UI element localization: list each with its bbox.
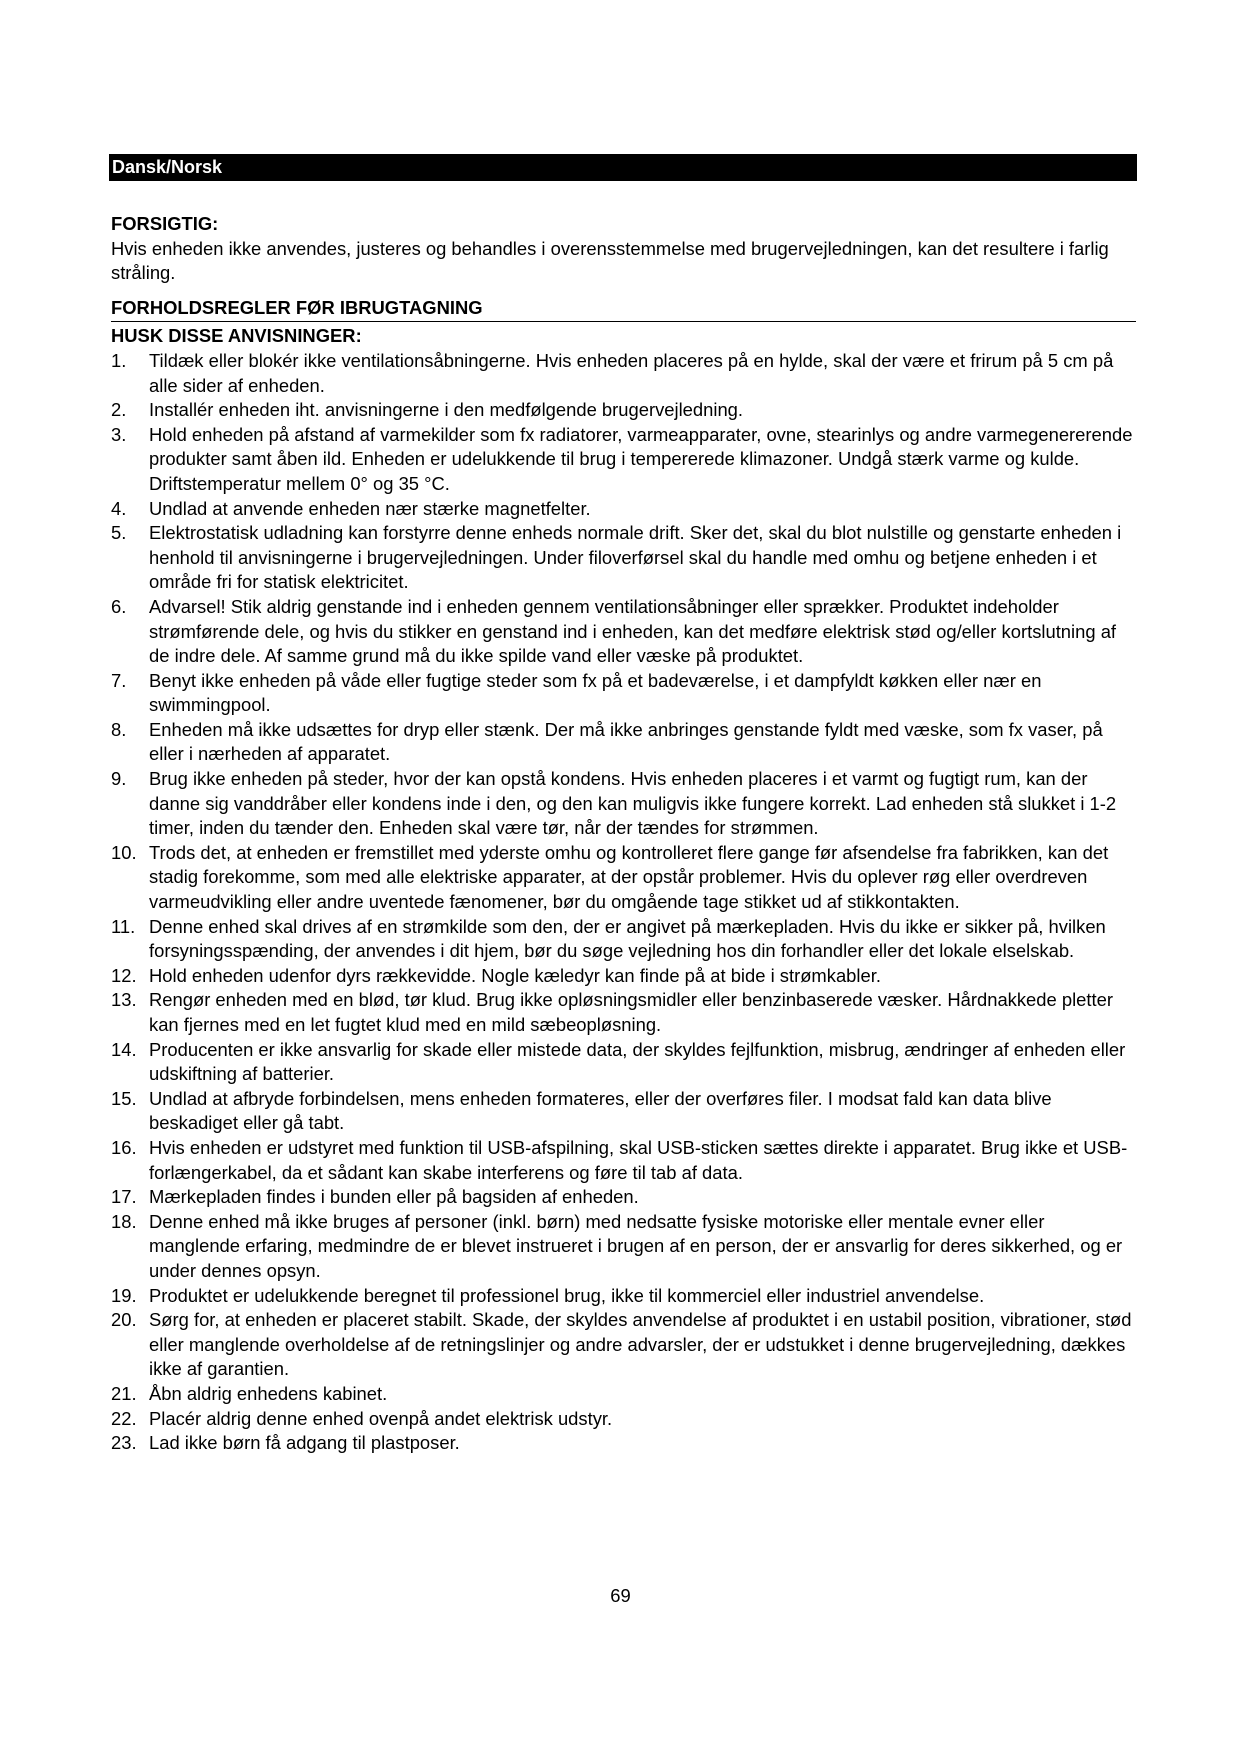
list-item-text: Lad ikke børn få adgang til plastposer. <box>149 1432 460 1454</box>
caution-text: Hvis enheden ikke anvendes, justeres og behandles i overensstemmelse med brugervejledningen, kan det resultere i farlig stråling. <box>111 237 1109 284</box>
instruction-list <box>111 349 1136 1456</box>
list-item-text: Rengør enheden med en blød, tør klud. Brug ikke opløsningsmidler eller benzinbaserede væsker. Hårdnakkede pletter kan fjernes med en let fugtet klud med en mild sæbeopløsning. <box>149 989 1113 1035</box>
list-item <box>111 1038 1136 1087</box>
list-item-number: 18. <box>111 1210 137 1232</box>
list-item-text: Mærkepladen findes i bunden eller på bagsiden af enheden. <box>149 1186 639 1208</box>
list-item <box>111 1136 1136 1185</box>
list-item <box>111 1382 1136 1407</box>
list-item <box>111 841 1136 915</box>
list-item <box>111 349 1136 398</box>
list-item-number: 8. <box>111 718 127 740</box>
list-item <box>111 915 1136 964</box>
list-item-number: 20. <box>111 1309 137 1331</box>
list-item-number: 5. <box>111 522 127 544</box>
list-item-number: 7. <box>111 669 127 691</box>
list-item-text: Enheden må ikke udsættes for dryp eller stænk. Der må ikke anbringes genstande fyldt med væske, som fx vaser, på eller i nærheden af apparatet. <box>149 718 1103 765</box>
list-item-text: Elektrostatisk udladning kan forstyrre denne enheds normale drift. Sker det, skal du blot nulstille og genstarte enheden i henhold til anvisningerne i brugervejledningen. Under filoverførsel skal du handle med omhu og betjene enheden i et område fri for statisk elektricitet. <box>149 522 1122 593</box>
list-item <box>111 423 1136 497</box>
list-item-text: Åbn aldrig enhedens kabinet. <box>149 1382 388 1404</box>
list-item <box>111 964 1136 989</box>
list-item <box>111 1407 1136 1432</box>
list-item-number: 9. <box>111 768 127 790</box>
list-item-number: 17. <box>111 1186 137 1208</box>
list-item <box>111 1284 1136 1309</box>
list-item <box>111 398 1136 423</box>
list-item-number: 12. <box>111 964 137 986</box>
document-content <box>111 212 1136 1456</box>
list-item-text: Installér enheden iht. anvisningerne i den medfølgende brugervejledning. <box>149 399 744 421</box>
list-item-text: Sørg for, at enheden er placeret stabilt. Skade, der skyldes anvendelse af produktet i en ustabil position, vibrationer, stød eller manglende overholdelse af de retningslinjer og andre advarsler, der er udstukket i denne brugervejledning, dækkes ikke af garantien. <box>149 1309 1132 1380</box>
list-item-number: 3. <box>111 423 127 445</box>
list-item-text: Tildæk eller blokér ikke ventilationsåbningerne. Hvis enheden placeres på en hylde, skal der være et frirum på 5 cm på alle sider af enheden. <box>149 349 1114 396</box>
list-item-number: 14. <box>111 1038 137 1060</box>
list-item-text: Trods det, at enheden er fremstillet med yderste omhu og kontrolleret flere gange før afsendelse fra fabrikken, kan det stadig forekomme, som med alle elektriske apparater, at der opstår problemer. Hvis du oplever røg eller overdreven varmeudvikling eller andre uventede fænomener, bør du omgående tage stikket ud af stikkontakten. <box>149 841 1109 913</box>
list-item-text: Produktet er udelukkende beregnet til professionel brug, ikke til kommerciel eller industriel anvendelse. <box>149 1284 985 1306</box>
list-item-text: Brug ikke enheden på steder, hvor der kan opstå kondens. Hvis enheden placeres i et varmt og fugtigt rum, kan der danne sig vanddråber eller kondens inde i den, og den kan muligvis ikke fungere korrekt. Lad enheden stå slukket i 1-2 timer, inden du tænder den. Enheden skal være tør, når der tændes for strømmen. <box>149 768 1117 839</box>
list-item <box>111 1185 1136 1210</box>
list-item-text: Denne enhed må ikke bruges af personer (inkl. børn) med nedsatte fysiske motoriske eller mentale evner eller manglende erfaring, medmindre de er blevet instrueret i brugen af en person, der er ansvarlig for deres sikkerhed, og er under dennes opsyn. <box>149 1210 1123 1281</box>
list-item-text: Hvis enheden er udstyret med funktion til USB-afspilning, skal USB-sticken sættes direkte i apparatet. Brug ikke et USB-forlængerkabel, da et sådant kan skabe interferens og føre til tab af data. <box>149 1136 1128 1183</box>
list-item-number: 23. <box>111 1432 137 1454</box>
list-item-text: Hold enheden på afstand af varmekilder som fx radiatorer, varmeapparater, ovne, stearinlys og andre varmegenererende produkter samt åben ild. Enheden er udelukkende til brug i tempererede klimazoner. Undgå stærk varme og kulde. Driftstemperatur mellem 0° og 35 °C. <box>149 423 1133 494</box>
list-item <box>111 1308 1136 1382</box>
list-item-number: 21. <box>111 1382 137 1404</box>
list-item-number: 6. <box>111 595 127 617</box>
list-item <box>111 1210 1136 1284</box>
list-item <box>111 595 1136 669</box>
list-item-number: 11. <box>111 915 136 937</box>
sub-title: HUSK DISSE ANVISNINGER: <box>111 325 362 347</box>
list-item-number: 16. <box>111 1136 137 1158</box>
list-item-text: Benyt ikke enheden på våde eller fugtige steder som fx på et badeværelse, i et dampfyldt køkken eller nær en swimmingpool. <box>149 669 1042 716</box>
list-item <box>111 669 1136 718</box>
list-item <box>111 497 1136 522</box>
list-item-number: 4. <box>111 497 127 519</box>
list-item <box>111 1087 1136 1136</box>
list-item-number: 19. <box>111 1284 137 1306</box>
section-title: FORHOLDSREGLER FØR IBRUGTAGNING <box>111 296 1136 323</box>
list-item-number: 15. <box>111 1087 137 1109</box>
list-item-number: 10. <box>111 841 137 863</box>
list-item <box>111 1431 1136 1456</box>
list-item-text: Hold enheden udenfor dyrs rækkevidde. Nogle kæledyr kan finde på at bide i strømkabler. <box>149 964 881 986</box>
list-item-text: Undlad at afbryde forbindelsen, mens enheden formateres, eller der overføres filer. I modsat fald kan data blive beskadiget eller gå tabt. <box>149 1087 1052 1134</box>
list-item-text: Advarsel! Stik aldrig genstande ind i enheden gennem ventilationsåbninger eller sprækker. Produktet indeholder strømførende dele, og hvis du stikker en genstand ind i enheden, kan det medføre elektrisk stød og/eller kortslutning af de indre dele. Af samme grund må du ikke spilde vand eller væske på produktet. <box>149 595 1117 667</box>
list-item <box>111 718 1136 767</box>
list-item-text: Undlad at anvende enheden nær stærke magnetfelter. <box>149 497 591 519</box>
page-number: 69 <box>610 1585 631 1606</box>
list-item-text: Denne enhed skal drives af en strømkilde som den, der er angivet på mærkepladen. Hvis du ikke er sikker på, hvilken forsyningsspænding, der anvendes i dit hjem, bør du søge vejledning hos din forhandler eller det lokale elselskab. <box>149 915 1106 962</box>
list-item-text: Producenten er ikke ansvarlig for skade eller mistede data, der skyldes fejlfunktion, misbrug, ændringer af enheden eller udskiftning af batterier. <box>149 1038 1126 1085</box>
list-item-number: 13. <box>111 989 137 1011</box>
list-item <box>111 521 1136 595</box>
caution-title: FORSIGTIG: <box>111 213 219 234</box>
list-item-text: Placér aldrig denne enhed ovenpå andet elektrisk udstyr. <box>149 1407 613 1429</box>
language-header-bar: Dansk/Norsk <box>109 154 1137 181</box>
list-item-number: 22. <box>111 1407 137 1429</box>
list-item <box>111 988 1136 1037</box>
list-item <box>111 767 1136 841</box>
list-item-number: 1. <box>111 349 127 371</box>
list-item-number: 2. <box>111 399 127 421</box>
